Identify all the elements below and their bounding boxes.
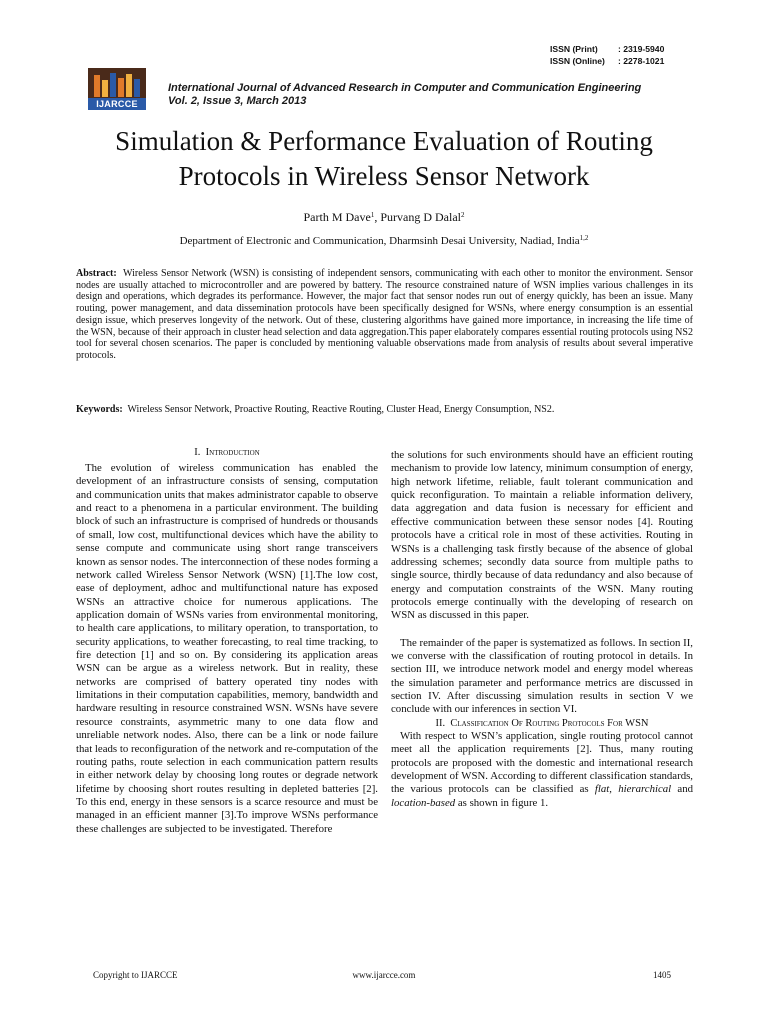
logo-text: IJARCCE <box>96 99 138 109</box>
title-line-2: Protocols in Wireless Sensor Network <box>178 161 590 191</box>
classification-end: as shown in figure 1. <box>457 796 549 809</box>
paragraph-classification <box>391 730 693 810</box>
author-separator: , <box>374 210 381 224</box>
term-flat: flat <box>594 783 610 796</box>
term-comma: , <box>609 783 612 796</box>
issn-block <box>550 43 710 67</box>
paragraph-gap <box>391 623 693 637</box>
term-and: and <box>677 783 694 796</box>
journal-header <box>168 82 641 108</box>
footer-website: www.ijarcce.com <box>352 970 416 980</box>
journal-volume: Vol. 2, Issue 3, March 2013 <box>168 95 307 107</box>
term-location-based: location-based <box>391 796 456 809</box>
column-left <box>76 446 378 836</box>
section-2-number: II. <box>435 717 446 729</box>
author-1-sup: 1 <box>370 211 375 219</box>
keywords-colon: : <box>119 404 123 415</box>
section-1-heading <box>76 446 378 459</box>
classification-text: With respect to WSN’s application, single routing protocol cannot meet all the application requirements [2]. Thus, many routing protocols are proposed with the domestic and international research development of WSN. According to different classification standards, the various protocols can be classified as <box>391 729 693 796</box>
section-2-heading <box>391 717 693 730</box>
footer-page-number: 1405 <box>653 970 671 980</box>
keywords-label: Keywords <box>76 404 120 415</box>
footer-copyright: Copyright to IJARCCE <box>93 970 178 980</box>
paragraph-remainder: The remainder of the paper is systematized as follows. In section II, we converse with the classification of routing protocol in details. In section III, we introduce network model and energy model whereas the simulation parameter and performance metrics are discussed in section IV. After discussing simulation results in section V we conclude with our inferences in section VI. <box>391 636 693 716</box>
paper-title <box>40 124 728 194</box>
column-right <box>391 449 693 810</box>
affiliation-sup: 1,2 <box>579 234 589 242</box>
issn-print-value: : 2319-5940 <box>618 44 665 54</box>
abstract-colon: : <box>113 268 117 279</box>
section-1-number: I. <box>194 447 201 458</box>
issn-print-label: ISSN (Print) <box>550 44 598 54</box>
issn-online-label: ISSN (Online) <box>550 56 605 66</box>
issn-online-value: : 2278-1021 <box>618 56 665 66</box>
affiliation-text: Department of Electronic and Communication, Dharmsinh Desai University, Nadiad, India <box>179 235 580 247</box>
section-1-paragraph: The evolution of wireless communication has enabled the development of an infrastructure consists of sensing, computation and communication units that makes administrator capable to observe and react to a phenomena in a particular environment. The building block of such an infrastructure is comprised of hundreds or thousands of small, low cost, multifunctional devices which have the ability to sense compute and communicate using short range transceivers known as sensor nodes. The interconnection of these nodes forming a network called Wireless Sensor Network (WSN) [1].The low cost, ease of deployment, adhoc and multifunctional nature has exposed WSNs an attractive choice for numerous applications. The application domain of WSNs varies from environmental monitoring, to health care applications, to military operation, to transportation, to security applications, to weather forecasting, to real time tracking, to fire detection [1] and so on. By considering its application areas WSN can be argue as a wireless network. But in reality, these networks are comprised of battery operated tiny nodes with limitations in their computation capabilities, memory, bandwidth and hardware resulting in resource constrained WSN. WSNs have severe resource constraints, asymmetric many to one data flow and unreliable network nodes. Also, there can be a link or node failure that leads to reconfiguration of the network and re-computation of the routing paths, route selection in each communication pattern results in either network delay by choosing long routes or degrade network lifetime by choosing short routes resulting in depleted batteries [2]. To this end, energy in these sensors is a scarce resource and must be managed in an efficient manner [3].To improve WSNs performance these challenges are subjected to be investigated. Therefore <box>76 462 378 835</box>
title-line-1: Simulation & Performance Evaluation of Routing <box>115 126 653 156</box>
author-1: Parth M Dave <box>303 210 371 224</box>
author-list <box>40 210 728 225</box>
journal-logo <box>88 68 146 110</box>
term-hierarchical: hierarchical <box>618 783 672 796</box>
section-2-title: Classification Of Routing Protocols For WSN <box>450 717 649 729</box>
abstract <box>76 268 693 362</box>
author-2-sup: 2 <box>460 211 465 219</box>
affiliation <box>40 235 728 247</box>
keywords-text: Wireless Sensor Network, Proactive Routing, Reactive Routing, Cluster Head, Energy Consumption, NS2. <box>127 404 555 415</box>
abstract-label: Abstract <box>76 268 114 279</box>
abstract-text: Wireless Sensor Network (WSN) is consisting of independent sensors, communicating with each other to monitor the environment. Sensor nodes are usually attached to microcontroller and are powered by battery. The resource constrained nature of WSN implies various challenges in its design and operations, which degrades its performance. However, the major fact that sensor nodes run out of energy quickly, has been an issue. Many routing, power management, and data dissemination protocols have been specifically designed for WSNs, where energy consumption is an essential design issue, which preserves longevity of the network. Out of these, clustering algorithms have gained more importance, in increasing the life time of the WSN, because of their approach in cluster head selection and data aggregation.This paper elaborately compares essential routing protocols using NS2 tool for several chosen scenarios. The paper is concluded by mentioning valuable observations made from analysis of results about several imperative protocols. <box>76 268 693 361</box>
paragraph-solutions: the solutions for such environments should have an efficient routing mechanism to provide low latency, minimum consumption of energy, high network lifetime, reliable, fault tolerant communication and quick reconfiguration. To maintain a reliable information delivery, data aggregation and data fusion is necessary for efficient and effective communication between these sensor nodes [4]. Routing protocols have a critical role in most of these activities. Routing in WSNs is a challenging task firstly because of the absence of global addressing schemes; secondly data source from multiple paths to single source, thirdly because of data redundancy and also because of energy and computation constraints of the WSN. Many routing protocols emerge continually with the developing of research on WSN as discussed in this paper. <box>391 449 693 622</box>
section-1-title: Introduction <box>205 447 260 458</box>
journal-name: International Journal of Advanced Research in Computer and Communication Engineering <box>168 82 642 94</box>
author-2: Purvang D Dalal <box>380 210 461 224</box>
keywords <box>76 404 706 416</box>
